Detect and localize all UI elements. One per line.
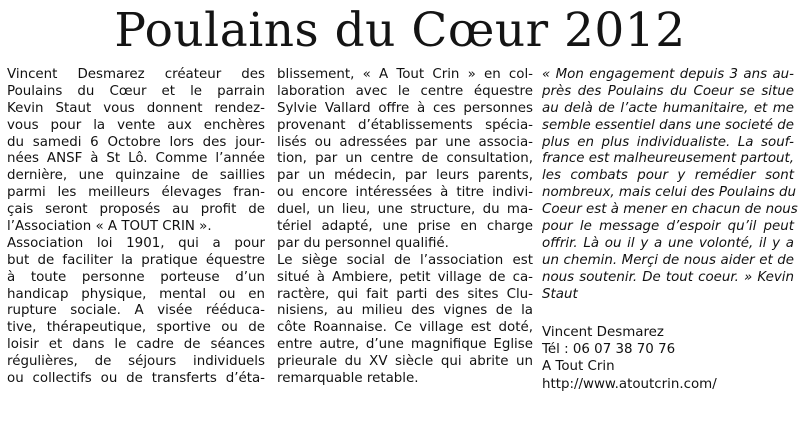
quote-line: nombreux, mais celui des Poulains du <box>542 185 796 201</box>
text-line: prieurale du XV siècle qui abrite un <box>277 354 533 370</box>
text-line: tion, par un centre de consultation, <box>277 151 533 167</box>
quote-block <box>542 67 798 303</box>
contact-organization: A Tout Crin <box>542 359 615 375</box>
text-line: Vincent Desmarez créateur des <box>7 67 265 82</box>
text-line: lisés ou adressées par une associa- <box>277 134 533 150</box>
text-line: rupture sociale. A visée rééduca- <box>7 303 265 319</box>
quote-line: plus en plus individualiste. La souf- <box>542 134 794 150</box>
text-line: remarquable retable. <box>277 371 419 387</box>
text-line: Poulains du Cœur et le parrain <box>7 83 265 99</box>
text-line: Sylvie Vallard offre à ces personnes <box>277 100 533 116</box>
quote-line: semble essentiel dans une societé de <box>542 117 794 133</box>
text-line: ou encore intéressées à titre indivi- <box>277 185 533 201</box>
text-line: nées ANSF à St Lô. Comme l’année <box>7 151 265 167</box>
text-line: par un médecin, par leurs parents, <box>277 168 533 184</box>
column-3 <box>542 67 798 303</box>
contact-signature <box>542 324 794 393</box>
quote-line: Staut <box>542 286 578 302</box>
text-line: Le siège social de l’association est <box>277 252 533 268</box>
text-line: but de faciliter la pratique équestre <box>7 252 265 268</box>
quote-line: un chemin. Merçi de nous aider et de <box>542 252 794 268</box>
text-line: entre autre, d’une magnifique Eglise <box>277 337 533 353</box>
contact-phone: Tél : 06 07 38 70 76 <box>542 342 676 358</box>
text-line: vous pour la vente aux enchères <box>7 117 265 133</box>
text-line: nisiens, au milieu des vignes de la <box>277 303 533 319</box>
text-line: l’Association « A TOUT CRIN ». <box>7 219 212 235</box>
text-line: handicap physique, mental ou en <box>7 286 265 302</box>
text-line: Association loi 1901, qui a pour <box>7 235 265 251</box>
text-line: dernière, une quinzaine de saillies <box>7 168 265 184</box>
text-line: parmi les meilleurs élevages fran- <box>7 185 265 201</box>
quote-line: pour le message d’espoir qu’il peut <box>542 219 794 235</box>
text-line: tive, thérapeutique, sportive ou de <box>7 320 265 336</box>
quote-line: offrir. Là ou il y a une volonté, il y a <box>542 235 794 251</box>
text-line: par du personnel qualifié. <box>277 235 449 251</box>
text-line: à toute personne porteuse d’un <box>7 269 265 285</box>
text-line: çais seront proposés au profit de <box>7 202 265 218</box>
text-line: blissement, « A Tout Crin » en col- <box>277 67 533 82</box>
quote-line: nous soutenir. De tout coeur. » Kevin <box>542 269 794 285</box>
text-line: provenant d’établissements spécia- <box>277 117 533 133</box>
quote-line: près des Poulains du Coeur se situe <box>542 83 794 99</box>
column-1 <box>7 67 265 388</box>
article-title: Poulains du Cœur 2012 <box>114 3 686 58</box>
contact-website-link[interactable]: http://www.atoutcrin.com/ <box>542 376 717 392</box>
text-line: ou collectifs ou de transferts d’éta- <box>7 371 265 387</box>
text-line: Kevin Staut vous donnent rendez- <box>7 100 265 116</box>
contact-name: Vincent Desmarez <box>542 325 664 340</box>
text-line: loisir et dans le cadre de séances <box>7 337 265 353</box>
quote-line: au delà de l’acte humanitaire, et me <box>542 100 794 116</box>
text-line: régulières, de séjours individuels <box>7 354 265 370</box>
quote-line: france est malheureusement partout, <box>542 151 795 167</box>
text-line: du samedi 6 Octobre lors des jour- <box>7 134 265 150</box>
quote-line: Coeur est à mener en chacun de nous <box>542 202 798 218</box>
column-2 <box>277 67 533 388</box>
text-line: laboration avec le centre équestre <box>277 83 533 99</box>
text-line: tériel adapté, une prise en charge <box>277 219 533 235</box>
text-line: côte Roannaise. Ce village est doté, <box>277 320 533 336</box>
quote-line: les combats pour y remédier sont <box>542 168 794 184</box>
text-line: ractère, qui fait parti des sites Clu- <box>277 286 533 302</box>
text-line: situé à Ambiere, petit village de ca- <box>277 269 533 285</box>
quote-line: « Mon engagement depuis 3 ans au- <box>542 67 794 82</box>
text-line: duel, un lieu, une structure, du ma- <box>277 202 533 218</box>
